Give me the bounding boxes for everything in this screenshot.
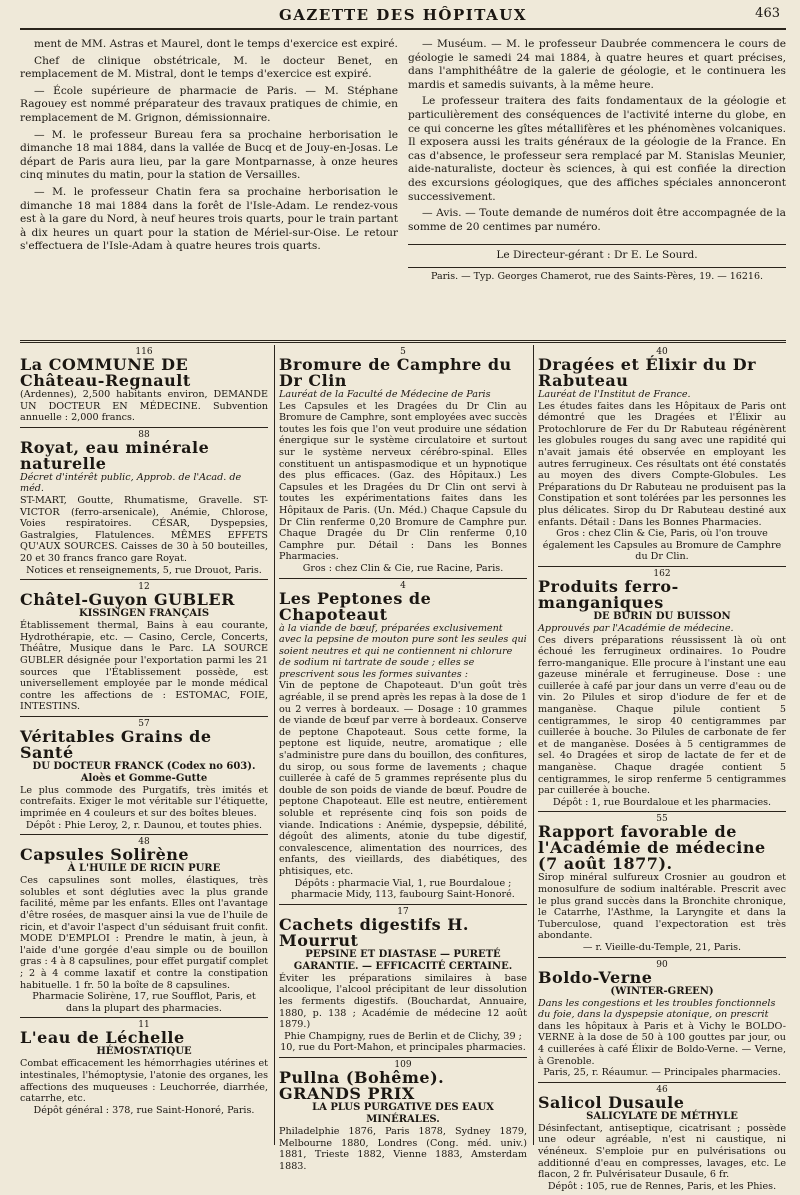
news-column-left xyxy=(20,38,398,338)
news-paragraph: — M. le professeur Bureau fera sa prochaine herborisation le dimanche 18 mai 1884, dans la vallée de Bucq et de Jouy-en-Josas. Le départ de Paris aura lieu, par la gare Montparnasse, à onze heures cinq minutes du matin, pour la station de Versailles. xyxy=(20,128,398,182)
ad-footer: Dépôt : 1, rue Bourdaloue et les pharmacies. xyxy=(552,796,772,808)
ad-number: 12 xyxy=(138,582,150,593)
ad-footer: Gros : chez Clin & Cie, rue Racine, Paris. xyxy=(302,562,504,574)
advertisement xyxy=(279,905,527,1058)
ad-footer: Phie Champigny, rues de Berlin et de Clichy, 39 ; 10, rue du Port-Mahon, et principales pharmacies. xyxy=(280,1030,526,1054)
ads-column-1 xyxy=(20,345,268,1145)
advertisement xyxy=(20,580,268,717)
running-header xyxy=(20,6,786,30)
ad-body: Les Capsules et les Dragées du Dr Clin au Bromure de Camphre, sont employées avec succès toutes les fois que l'on veut produire une sédation énergique sur le système circulatoire et surtout sur le système nerveux cérébro-spinal. Elles constituent un antispasmodique et un hypnotique des plus efficaces. (Gaz. des Hôpitaux.) Les Capsules et les Dragées du Dr Clin ont servi à toutes les expérimentations faites dans les Hôpitaux de Paris. (Un. Méd.) Chaque Capsule du Dr Clin renferme 0,20 Bromure de Camphre pur. Chaque Dragée du Dr Clin renferme 0,10 Camphre pur. Détail : Dans les Bonnes Pharmacies. xyxy=(279,400,527,563)
ad-subtitle: DE BURIN DU BUISSON xyxy=(593,610,731,622)
ad-body: Établissement thermal, Bains à eau courante, Hydrothérapie, etc. — Casino, Cercle, Concerts, Théâtre, Musique dans le Parc. LA SOURCE GUBLER désignée pour l'exportation parmi les 21 sources que l'Établissement possède, est universellement employée par le monde médical contre les affections de : ESTOMAC, FOIE, INTESTINS. xyxy=(20,620,268,713)
ad-body: Ces divers préparations réussissent là où ont échoué les ferrugineux ordinaires. 1o Poudre ferro-manganique. Elle procure à l'instant une eau gazeuse minérale et ferrugineuse. Dose : une cuillerée à café par jour dans un verre d'eau ou de vin. 2o Pilules et sirop d'iodure de fer et de manganèse. Chaque pilule contient 5 centigrammes, le sirop 40 centigrammes par cuillerée à bouche. 3o Pilules de carbonate de fer et de manganèse. Dosées à 5 centigrammes de sel. 4o Dragées et sirop de lactate de fer et de manganèse. Chaque dragée contient 5 centigrammes, le sirop renferme 5 centigrammes par cuillerée à bouche. xyxy=(538,634,786,797)
ad-title: Véritables Grains de Santé xyxy=(20,726,212,762)
ad-footer: Dépôts : pharmacie Vial, 1, rue Bourdaloue ; pharmacie Midy, 113, faubourg Saint-Honoré. xyxy=(291,877,515,901)
advertisements xyxy=(20,345,786,1192)
news-section xyxy=(20,38,786,338)
advertisement xyxy=(538,567,786,813)
printer-imprint: Paris. — Typ. Georges Chamerot, rue des Saints-Pères, 19. — 16216. xyxy=(408,267,786,282)
ad-title: Royat, eau minérale naturelle xyxy=(20,437,210,473)
ad-body: ST-MART, Goutte, Rhumatisme, Gravelle. ST-VICTOR (ferro-arsenicale), Anémie, Chlorose, Voies respiratoires. CÉSAR, Dyspepsies, Gastralgies, Flatulences. MÊMES EFFETS QU'AUX SOURCES. Caisses de 30 à 50 bouteilles, 20 et 30 francs franco gare Royat. xyxy=(20,494,268,564)
advertisement xyxy=(538,958,786,1083)
ad-footer: Notices et renseignements, 5, rue Drouot, Paris. xyxy=(26,564,262,576)
ad-number: 90 xyxy=(656,959,668,970)
ads-column-2 xyxy=(274,345,527,1172)
advertisement xyxy=(20,345,268,428)
ad-subtitle: LA PLUS PURGATIVE DES EAUX MINÉRALES. xyxy=(312,1101,494,1125)
advertisement xyxy=(538,812,786,957)
ad-title: Produits ferro-manganiques xyxy=(538,576,679,612)
ad-number: 88 xyxy=(138,429,150,440)
news-column-right xyxy=(408,38,786,338)
ad-body: (Ardennes), 2,500 habitants environ, DEMANDE UN DOCTEUR EN MÉDECINE. Subvention annuelle : 2,000 francs. xyxy=(20,389,268,424)
ad-number: 55 xyxy=(656,814,668,825)
ad-italic-text: Dans les congestions et les troubles fonctionnels du foie, dans la dyspepsie atonique, on prescrit xyxy=(538,997,776,1021)
ad-footer: Dépôt : 105, rue de Rennes, Paris, et les Phies. xyxy=(547,1180,777,1192)
ad-footer: Dépôt général : 378, rue Saint-Honoré, Paris. xyxy=(33,1104,255,1116)
ad-subtitle: (WINTER-GREEN) xyxy=(610,985,714,997)
advertisement xyxy=(20,1018,268,1119)
ad-number: 40 xyxy=(656,347,668,357)
ad-footer: — r. Vieille-du-Temple, 21, Paris. xyxy=(582,941,742,953)
ad-number: 17 xyxy=(397,906,409,917)
ad-body: Sirop minéral sulfureux Crosnier au goudron et monosulfure de sodium inaltérable. Prescrit avec le plus grand succès dans la Bronchite chronique, le Catarrhe, l'Asthme, la Laryngite et dans la Tuberculose, quand l'expectoration est très abondante. xyxy=(538,872,786,942)
ad-body: Ces capsulines sont molles, élastiques, très solubles et sont dégluties avec la plus grande facilité, même par les enfants. Elles ont l'avantage d'être rosées, de masquer ainsi la vue de l'huile de ricin, et d'avoir l'aspect d'un séduisant fruit confit. MODE D'EMPLOI : Prendre le matin, à jeun, à l'aide d'une gorgée d'eau simple ou de bouillon gras : 4 à 8 capsulines, pour effet purgatif complet ; 2 à 4 comme laxatif et contre la constipation habituelle. 1 fr. 50 la boîte de 8 capsulines. xyxy=(20,875,268,991)
ad-body: Les études faites dans les Hôpitaux de Paris ont démontré que les Dragées et l'Élixir au Protochlorure de Fer du Dr Rabuteau régénèrent les globules rouges du sang avec une rapidité qui n'avait jamais été observée en employant les autres ferrugineux. Ces résultats ont été constatés au moyen des divers Compte-Globules. Les Préparations du Dr Rabuteau ne produisent pas la Constipation et sont tolérées par les personnes les plus délicates. Sirop du Dr Rabuteau destiné aux enfants. Détail : Dans les Bonnes Pharmacies. xyxy=(538,400,786,528)
section-divider xyxy=(20,340,786,343)
ad-body: dans les hôpitaux à Paris et à Vichy le BOLDO-VERNE à la dose de 50 à 100 gouttes par jour, ou 4 cuillerées à café Élixir de Boldo-Verne. — Verne, à Grenoble. xyxy=(538,1020,786,1067)
ad-italic-text: Lauréat de la Faculté de Médecine de Paris xyxy=(279,389,491,400)
news-paragraph: — École supérieure de pharmacie de Paris. — M. Stéphane Ragouey est nommé préparateur des travaux pratiques de chimie, en remplacement de M. Grignon, démissionnaire. xyxy=(20,84,398,124)
advertisement xyxy=(20,717,268,835)
news-paragraph: — Avis. — Toute demande de numéros doit être accompagnée de la somme de 20 centimes par numéro. xyxy=(408,207,786,233)
publication-title: GAZETTE DES HÔPITAUX xyxy=(278,6,527,24)
ad-body: Vin de peptone de Chapoteaut. D'un goût très agréable, il se prend après les repas à la dose de 1 ou 2 verres à bordeaux. — Dosage : 10 grammes de viande de bœuf par verre à bordeaux. Conserve de peptone Chapoteaut. Sous cette forme, la peptone est liquide, neutre, aromatique ; elle s'administre pure dans du bouillon, des confitures, du sirop, ou sous forme de lavements ; chaque cuillerée à café de 5 grammes représente plus du double de son poids de viande de bœuf. Poudre de peptone Chapoteaut. Elle est neutre, entièrement soluble et représente cinq fois son poids de viande. Indications : Anémie, dyspepsie, débilité, dégoût des aliments, atonie du tube digestif, convalescence, alimentation des nourrices, des enfants, des vieillards, des diabétiques, des phtisiques, etc. xyxy=(279,680,527,877)
ad-subtitle: HÉMOSTATIQUE xyxy=(96,1046,192,1058)
ad-subtitle: PEPSINE ET DIASTASE — PURETÉ GARANTIE. — EFFICACITÉ CERTAINE. xyxy=(293,948,513,972)
ad-title: Salicol Dusaule xyxy=(538,1092,685,1112)
ad-number: 4 xyxy=(400,580,406,591)
ad-title: Boldo-Verne xyxy=(538,967,653,987)
advertisement xyxy=(279,579,527,905)
ad-body: Le plus commode des Purgatifs, très imités et contrefaits. Exiger le mot véritable sur l'étiquette, imprimée en 4 couleurs et sur des boîtes bleues. xyxy=(20,784,268,820)
ad-number: 46 xyxy=(656,1084,668,1095)
ad-number: 109 xyxy=(394,1059,412,1070)
ad-subtitle: SALICYLATE DE MÉTHYLE xyxy=(586,1110,738,1122)
ad-number: 116 xyxy=(135,347,153,357)
ad-footer: Pharmacie Solirène, 17, rue Soufflot, Paris, et dans la plupart des pharmacies. xyxy=(32,991,256,1014)
ad-footer: Dépôt : Phie Leroy, 2, r. Daunou, et toutes phies. xyxy=(25,819,263,831)
advertisement xyxy=(538,1083,786,1195)
ad-footer: Paris, 25, r. Réaumur. — Principales pharmacies. xyxy=(543,1067,781,1079)
news-paragraph: Le professeur traitera des faits fondamentaux de la géologie et particulièrement des conséquences de l'activité interne du globe, en ce qui concerne les gîtes métallifères et les phénomènes volcaniques. Il exposera aussi les traits généraux de la géologie de la France. En cas d'absence, le professeur sera remplacé par M. Stanislas Meunier, aide-naturaliste, docteur ès sciences, à qui est confiée la direction des excursions géologiques, que des affiches spéciales annonceront successivement. xyxy=(408,95,786,203)
ad-subtitle: DU DOCTEUR FRANCK (Codex no 603). Aloès et Gomme-Gutte xyxy=(32,760,256,784)
ad-number: 162 xyxy=(653,568,671,579)
advertisement xyxy=(538,345,786,567)
ad-title: Cachets digestifs H. Mourrut xyxy=(279,914,469,950)
ad-number: 48 xyxy=(138,837,150,848)
director-signature: Le Directeur-gérant : Dr E. Le Sourd. xyxy=(408,244,786,261)
ad-title: Rapport favorable de l'Académie de médecine (7 août 1877). xyxy=(538,822,766,874)
ad-body: Combat efficacement les hémorrhagies utérines et intestinales, l'hémoptysie, l'atonie des organes, les affections des muqueuses : Leuchorrée, diarrhée, catarrhe, etc. xyxy=(20,1058,268,1105)
ad-subtitle: À L'HUILE DE RICIN PURE xyxy=(67,863,221,875)
ad-number: 11 xyxy=(138,1020,150,1031)
ad-title: Châtel-Guyon GUBLER xyxy=(20,590,235,610)
ad-subtitle: KISSINGEN FRANÇAIS xyxy=(78,608,210,620)
ads-column-3 xyxy=(533,345,786,1192)
ad-title: Capsules Solirène xyxy=(20,845,190,865)
ad-number: 57 xyxy=(138,718,150,729)
advertisement xyxy=(20,428,268,580)
advertisement xyxy=(20,835,268,1018)
ad-title: Dragées et Élixir du Dr Rabuteau xyxy=(538,355,757,390)
ad-title: Pullna (Bohême). GRANDS PRIX xyxy=(279,1067,445,1103)
news-paragraph: — M. le professeur Chatin fera sa prochaine herborisation le dimanche 18 mai 1884 dans la forêt de l'Isle-Adam. Le rendez-vous est à la gare du Nord, à neuf heures trois quarts, pour le train partant à dix heures un quart pour la station de Mériel-sur-Oise. Le retour s'effectuera de l'Isle-Adam à quatre heures trois quarts. xyxy=(20,185,398,253)
ad-title: L'eau de Léchelle xyxy=(20,1028,185,1048)
ad-italic-text: Approuvés par l'Académie de médecine. xyxy=(538,622,734,634)
news-paragraph: Chef de clinique obstétricale, M. le docteur Benet, en remplacement de M. Mistral, dont le temps d'exercice est expiré. xyxy=(20,54,398,81)
ad-title: La COMMUNE DE Château-Regnault xyxy=(20,355,191,390)
ad-body: Philadelphie 1876, Paris 1878, Sydney 1879, Melbourne 1880, Londres (Cong. méd. univ.) 1881, Trieste 1882, Vienne 1883, Amsterdam 1883. xyxy=(279,1125,527,1172)
ad-title: Les Peptones de Chapoteaut xyxy=(279,588,432,624)
ad-italic-text: Lauréat de l'Institut de France. xyxy=(538,389,691,400)
ad-title: Bromure de Camphre du Dr Clin xyxy=(279,355,512,390)
page-number: 463 xyxy=(755,6,780,21)
ad-italic-text: Décret d'intérêt public, Approb. de l'Acad. de méd. xyxy=(20,471,242,495)
ad-italic-text: à la viande de bœuf, préparées exclusivement avec la pepsine de mouton pure sont les seules qui soient neutres et qui ne contiennent ni chlorure de sodium ni tartrate de soude ; elles se prescrivent sous les formes suivantes : xyxy=(279,622,527,680)
ad-body: Éviter les préparations similaires à base alcoolique, l'alcool précipitant de leur dissolution les ferments digestifs. (Bouchardat, Annuaire, 1880, p. 138 ; Académie de médecine 12 août 1879.) xyxy=(279,972,527,1031)
ad-body: Désinfectant, antiseptique, cicatrisant ; possède une odeur agréable, n'est ni caustique, ni vénéneux. S'emploie pur en pulvérisations ou additionné d'eau en compresses, lavages, etc. Le flacon, 2 fr. Pulvérisateur Dusaule, 6 fr. xyxy=(538,1122,786,1181)
advertisement xyxy=(279,1058,527,1175)
ad-footer: Gros : chez Clin & Cie, Paris, où l'on trouve également les Capsules au Bromure de Camphre du Dr Clin. xyxy=(542,528,782,563)
news-paragraph: — Muséum. — M. le professeur Daubrée commencera le cours de géologie le samedi 24 mai 1884, à quatre heures et quart précises, dans l'amphithéâtre de la galerie de géologie, et le continuera les mardis et samedis suivants, à la même heure. xyxy=(408,38,786,91)
advertisement xyxy=(279,345,527,579)
ad-number: 5 xyxy=(400,347,406,357)
news-paragraph: ment de MM. Astras et Maurel, dont le temps d'exercice est expiré. xyxy=(34,38,398,50)
